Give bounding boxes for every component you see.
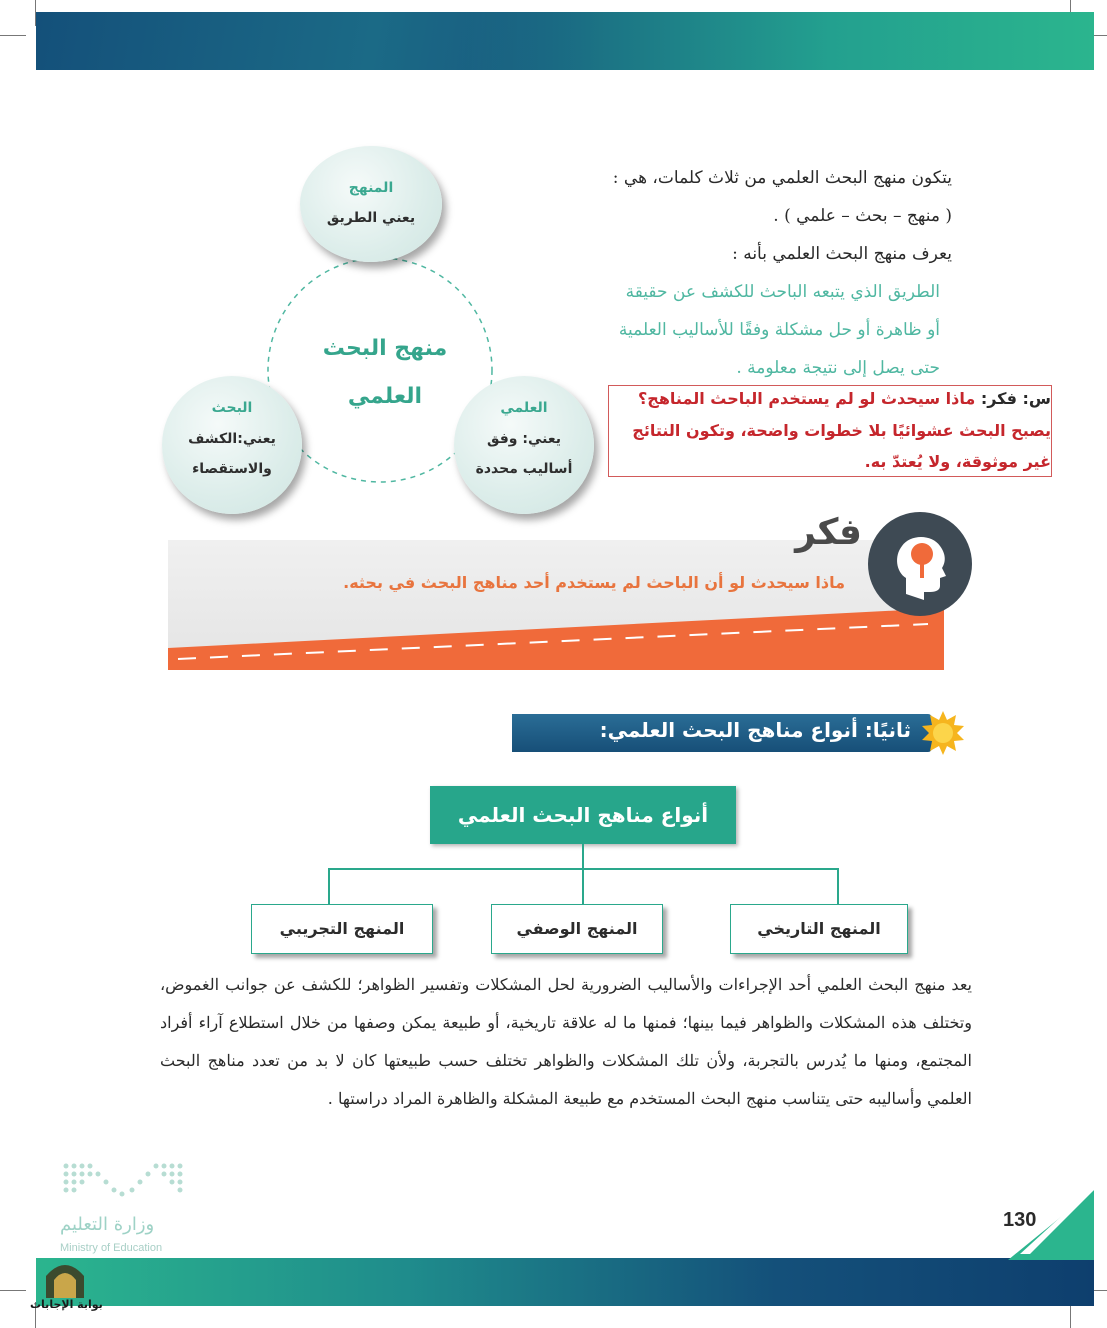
circle-ilmi-text-2: أساليب محددة <box>475 461 573 477</box>
definition-line-1: الطريق الذي يتبعه الباحث للكشف عن حقيقة <box>625 282 940 302</box>
footer-band <box>36 1258 1094 1306</box>
crop-mark <box>0 1290 26 1291</box>
circle-bahth-text-2: والاستقصاء <box>192 461 272 477</box>
circle-ilmi-title: العلمي <box>500 400 548 416</box>
question-text: ماذا سيحدث لو لم يستخدم الباحث المناهج؟ <box>638 389 981 408</box>
answer-line-1: يصبح البحث عشوائيًا بلا خطوات واضحة، وتكون النتائج <box>632 421 1051 440</box>
circle-manhaj-text: يعني الطريق <box>326 210 416 226</box>
tree-node-descriptive-label: المنهج الوصفي <box>516 919 638 938</box>
tree-node-descriptive <box>491 904 663 954</box>
ministry-name-arabic: وزارة التعليم <box>60 1214 155 1235</box>
think-title: فكر <box>795 512 862 553</box>
circle-bahth <box>162 376 302 514</box>
tree-connector <box>328 868 839 870</box>
section-header-title: ثانيًا: أنواع مناهج البحث العلمي: <box>599 718 911 742</box>
diagram-center-title-1: منهج البحث <box>322 336 448 361</box>
definition-line-2: أو ظاهرة أو حل مشكلة وفقًا للأساليب العلمية <box>618 320 940 340</box>
tree-root-label: أنواع مناهج البحث العلمي <box>457 803 709 827</box>
intro-line-3: يعرف منهج البحث العلمي بأنه : <box>732 244 952 264</box>
tree-node-experimental-label: المنهج التجريبي <box>279 919 405 938</box>
body-paragraph: يعد منهج البحث العلمي أحد الإجراءات والأساليب الضرورية لحل المشكلات وتفسير الظواهر؛ للكشف عن جوانب الغموض، وتختلف هذه المشكلات والظواهر فيما بينها؛ فمنها ما له علاقة تاريخية، أو طبيعة يمكن وصفها من خلال استطلاع آراء أفراد المجتمع، ومنها ما يُدرس بالتجربة، ولأن تلك المشكلات والظواهر تختلف حسب طبيعتها كان لا بد من تعدد مناهج البحث العلمي وأساليبه حتى يتناسب منهج البحث المستخدم مع طبيعة المشكلة والظاهرة المراد دراستها . <box>160 975 972 1108</box>
tree-connector <box>582 844 584 904</box>
page-number: 130 <box>1003 1209 1037 1231</box>
think-question: ماذا سيحدث لو أن الباحث لم يستخدم أحد مناهج البحث في بحثه. <box>343 573 845 592</box>
circle-bahth-text-1: يعني:الكشف <box>188 431 276 447</box>
tree-node-experimental <box>251 904 433 954</box>
tree-connector <box>328 868 330 904</box>
watermark-mosque-icon <box>42 1254 88 1298</box>
header-band-accent <box>36 12 596 70</box>
circle-ilmi <box>454 376 594 514</box>
question-line-1 <box>638 389 1051 408</box>
intro-line-2: ( منهج – بحث – علمي ) . <box>773 206 952 226</box>
ministry-logo-dots <box>60 1160 190 1206</box>
ministry-name-english: Ministry of Education <box>60 1242 163 1254</box>
tree-node-historical <box>730 904 908 954</box>
circle-manhaj <box>300 146 442 262</box>
brain-head-icon <box>868 512 972 616</box>
circle-bahth-title: البحث <box>211 400 253 416</box>
intro-line-1: يتكون منهج البحث العلمي من ثلاث كلمات، هي : <box>612 168 952 188</box>
tree-connector <box>837 868 839 904</box>
crop-mark <box>0 35 26 36</box>
sun-icon <box>920 710 966 756</box>
tree-root <box>430 786 736 844</box>
watermark-text: بوابة الإجابات <box>30 1298 103 1311</box>
circle-manhaj-title: المنهج <box>348 180 394 196</box>
head-icon <box>868 512 972 616</box>
tree-node-historical-label: المنهج التاريخي <box>757 919 881 938</box>
answer-line-2: غير موثوقة، ولا يُعتدّ به. <box>864 452 1051 471</box>
think-orange-wedge <box>168 600 944 670</box>
circle-ilmi-text-1: يعني: وفق <box>487 431 561 447</box>
question-label: س: فكر: <box>980 389 1051 408</box>
definition-line-3: حتى يصل إلى نتيجة معلومة . <box>736 358 940 378</box>
diagram-center-title-2: العلمي <box>347 384 423 409</box>
